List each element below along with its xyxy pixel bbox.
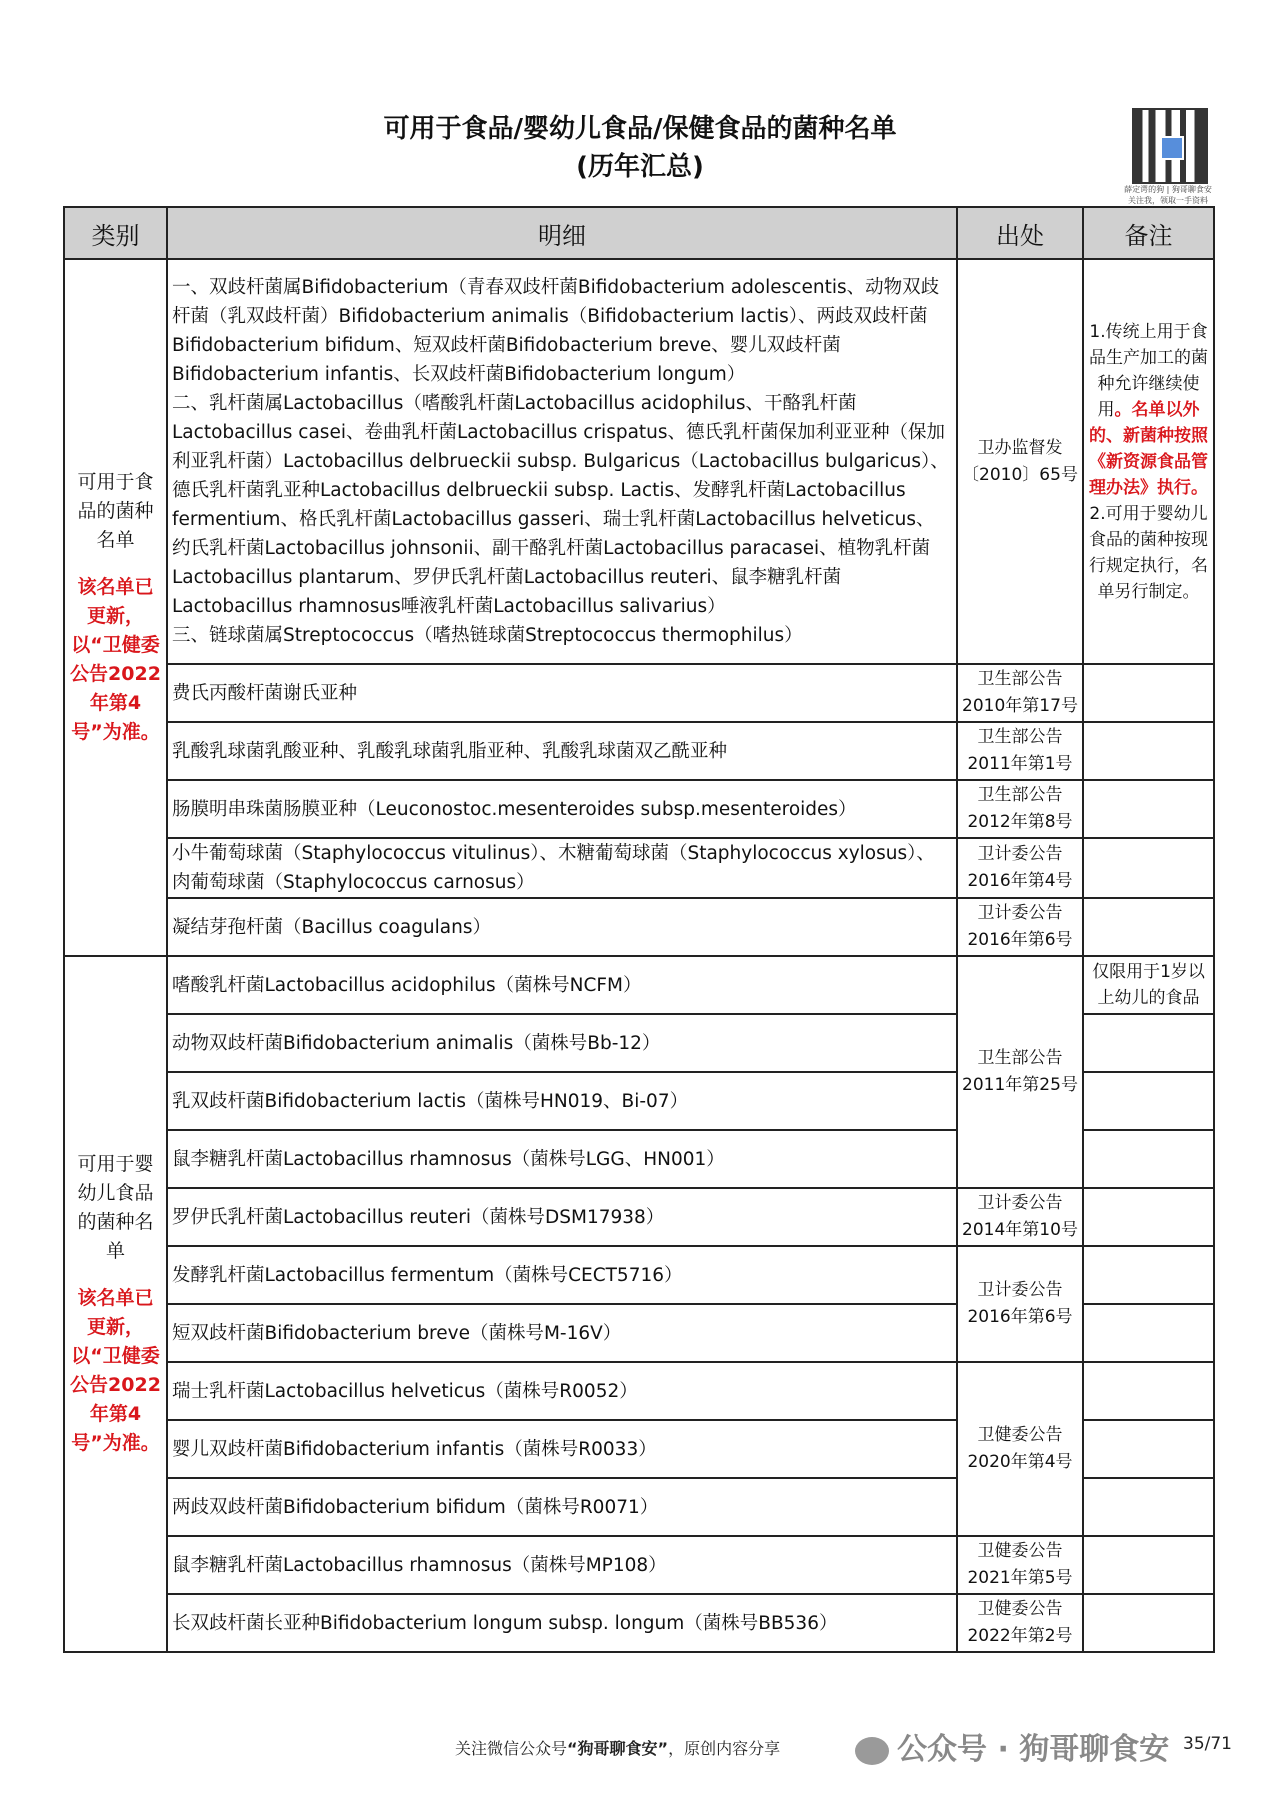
note-cell xyxy=(1083,1420,1214,1478)
table-header-row xyxy=(64,207,1214,259)
note-cell xyxy=(1083,1536,1214,1594)
detail-cell: 乳双歧杆菌Bifidobacterium lactis（菌株号HN019、Bi-07） xyxy=(167,1072,957,1130)
qr-caption: 薛定谔的狗 | 狗哥聊食安 关注我，领取一手资料 xyxy=(1124,185,1212,205)
note-text: 1.传统上用于食品生产加工的菌种允许继续使用 xyxy=(1089,321,1208,420)
detail-cell: 鼠李糖乳杆菌Lactobacillus rhamnosus（菌株号MP108） xyxy=(167,1536,957,1594)
detail-cell: 乳酸乳球菌乳酸亚种、乳酸乳球菌乳脂亚种、乳酸乳球菌双乙酰亚种 xyxy=(167,722,957,780)
note-cell xyxy=(1083,1594,1214,1652)
detail-cell: 费氏丙酸杆菌谢氏亚种 xyxy=(167,664,957,722)
table-row xyxy=(64,1188,1214,1246)
source-cell: 卫办监督发〔2010〕65号 xyxy=(957,259,1083,664)
header-note: 备注 xyxy=(1083,207,1214,259)
source-cell: 卫健委公告2021年第5号 xyxy=(957,1536,1083,1594)
note-cell xyxy=(1083,722,1214,780)
source-cell: 卫计委公告2016年第6号 xyxy=(957,898,1083,956)
table-row xyxy=(64,1594,1214,1652)
source-cell: 卫生部公告2010年第17号 xyxy=(957,664,1083,722)
detail-cell: 嗜酸乳杆菌Lactobacillus acidophilus（菌株号NCFM） xyxy=(167,956,957,1014)
category-update-note: 该名单已更新，以“卫健委公告2022年第4号”为准。 xyxy=(70,576,161,743)
header-detail: 明细 xyxy=(167,207,957,259)
note-text: 2.可用于婴幼儿食品的菌种按现行规定执行，名单另行制定。 xyxy=(1089,503,1208,602)
footer-prefix: 关注微信公众号 xyxy=(455,1739,568,1758)
detail-cell: 婴儿双歧杆菌Bifidobacterium infantis（菌株号R0033） xyxy=(167,1420,957,1478)
note-cell xyxy=(1083,1188,1214,1246)
category-label: 可用于婴幼儿食品的菌种名单 xyxy=(77,1153,154,1262)
detail-cell: 罗伊氏乳杆菌Lactobacillus reuteri（菌株号DSM17938） xyxy=(167,1188,957,1246)
category-cell-food xyxy=(64,259,167,956)
header-category: 类别 xyxy=(64,207,167,259)
footer-text xyxy=(455,1736,780,1759)
note-cell xyxy=(1083,1304,1214,1362)
detail-cell: 两歧双歧杆菌Bifidobacterium bifidum（菌株号R0071） xyxy=(167,1478,957,1536)
source-cell: 卫生部公告2012年第8号 xyxy=(957,780,1083,838)
table-row xyxy=(64,898,1214,956)
note-cell xyxy=(1083,1246,1214,1304)
note-cell xyxy=(1083,898,1214,956)
category-update-note: 该名单已更新，以“卫健委公告2022年第4号”为准。 xyxy=(70,1287,161,1454)
detail-cell: 一、双歧杆菌属Bifidobacterium（青春双歧杆菌Bifidobacterium adolescentis、动物双歧杆菌（乳双歧杆菌）Bifidobacterium animalis（Bifidobacterium lactis）、两歧双歧杆菌Bifidobacterium bifidum、短双歧杆菌Bifidobacterium breve、婴儿双歧杆菌Bifidobacterium infantis、长双歧杆菌Bifidobacterium longum） 二、乳杆菌属Lactobacillus（嗜酸乳杆菌Lactobacillus acidophilus、干酪乳杆菌Lactobacillus casei、卷曲乳杆菌Lactobacillus crispatus、德氏乳杆菌保加利亚亚种（保加利亚乳杆菌）Lactobacillus delbrueckii subsp. Bulgaricus（Lactobacillus bulgaricus）、德氏乳杆菌乳亚种Lactobacillus delbrueckii subsp. Lactis、发酵乳杆菌Lactobacillus fermentium、格氏乳杆菌Lactobacillus gasseri、瑞士乳杆菌Lactobacillus helveticus、约氏乳杆菌Lactobacillus johnsonii、副干酪乳杆菌Lactobacillus paracasei、植物乳杆菌Lactobacillus plantarum、罗伊氏乳杆菌Lactobacillus reuteri、鼠李糖乳杆菌Lactobacillus rhamnosus唾液乳杆菌Lactobacillus salivarius） 三、链球菌属Streptococcus（嗜热链球菌Streptococcus thermophilus） xyxy=(167,259,957,664)
detail-cell: 小牛葡萄球菌（Staphylococcus vitulinus）、木糖葡萄球菌（Staphylococcus xylosus）、肉葡萄球菌（Staphylococcus carnosus） xyxy=(167,838,957,898)
source-cell: 卫计委公告2014年第10号 xyxy=(957,1188,1083,1246)
note-cell xyxy=(1083,1014,1214,1072)
table-row xyxy=(64,1536,1214,1594)
wechat-watermark xyxy=(855,1724,1169,1768)
table-row xyxy=(64,259,1214,664)
note-cell xyxy=(1083,664,1214,722)
source-cell: 卫计委公告2016年第6号 xyxy=(957,1246,1083,1362)
page-title: 可用于食品/婴幼儿食品/保健食品的菌种名单 xyxy=(383,114,897,144)
footer-account: “狗哥聊食安” xyxy=(567,1739,669,1758)
note-cell xyxy=(1083,780,1214,838)
detail-cell: 瑞士乳杆菌Lactobacillus helveticus（菌株号R0052） xyxy=(167,1362,957,1420)
source-cell: 卫生部公告2011年第25号 xyxy=(957,956,1083,1188)
page-number: 35/71 xyxy=(1183,1734,1232,1754)
note-cell xyxy=(1083,1362,1214,1420)
detail-cell: 肠膜明串珠菌肠膜亚种（Leuconostoc.mesenteroides subsp.mesenteroides） xyxy=(167,780,957,838)
note-cell xyxy=(1083,1130,1214,1188)
table-row xyxy=(64,1246,1214,1304)
wechat-icon xyxy=(855,1737,889,1765)
wechat-brand-label: 公众号 · 狗哥聊食安 xyxy=(897,1732,1170,1767)
note-cell: 仅限用于1岁以上幼儿的食品 xyxy=(1083,956,1214,1014)
note-cell xyxy=(1083,838,1214,898)
qr-code-icon xyxy=(1132,108,1208,184)
table-row xyxy=(64,722,1214,780)
source-cell: 卫健委公告2020年第4号 xyxy=(957,1362,1083,1536)
footer-suffix: ，原创内容分享 xyxy=(668,1739,781,1758)
category-cell-infant xyxy=(64,956,167,1652)
category-label: 可用于食品的菌种名单 xyxy=(77,471,154,551)
note-highlight: 。名单以外的、新菌种按照《新资源食品管理办法》执行。 xyxy=(1089,399,1208,498)
source-cell: 卫生部公告2011年第1号 xyxy=(957,722,1083,780)
note-cell xyxy=(1083,1072,1214,1130)
note-cell xyxy=(1083,259,1214,664)
source-cell: 卫健委公告2022年第2号 xyxy=(957,1594,1083,1652)
table-row xyxy=(64,1362,1214,1420)
table-row xyxy=(64,780,1214,838)
detail-cell: 凝结芽孢杆菌（Bacillus coagulans） xyxy=(167,898,957,956)
detail-cell: 鼠李糖乳杆菌Lactobacillus rhamnosus（菌株号LGG、HN001） xyxy=(167,1130,957,1188)
page-subtitle: (历年汇总) xyxy=(576,152,704,182)
note-cell xyxy=(1083,1478,1214,1536)
strain-table xyxy=(63,206,1215,1653)
detail-cell: 短双歧杆菌Bifidobacterium breve（菌株号M-16V） xyxy=(167,1304,957,1362)
table-row xyxy=(64,956,1214,1014)
header-source: 出处 xyxy=(957,207,1083,259)
detail-cell: 发酵乳杆菌Lactobacillus fermentum（菌株号CECT5716） xyxy=(167,1246,957,1304)
table-row xyxy=(64,664,1214,722)
source-cell: 卫计委公告2016年第4号 xyxy=(957,838,1083,898)
table-row xyxy=(64,838,1214,898)
detail-cell: 长双歧杆菌长亚种Bifidobacterium longum subsp. longum（菌株号BB536） xyxy=(167,1594,957,1652)
detail-cell: 动物双歧杆菌Bifidobacterium animalis（菌株号Bb-12） xyxy=(167,1014,957,1072)
